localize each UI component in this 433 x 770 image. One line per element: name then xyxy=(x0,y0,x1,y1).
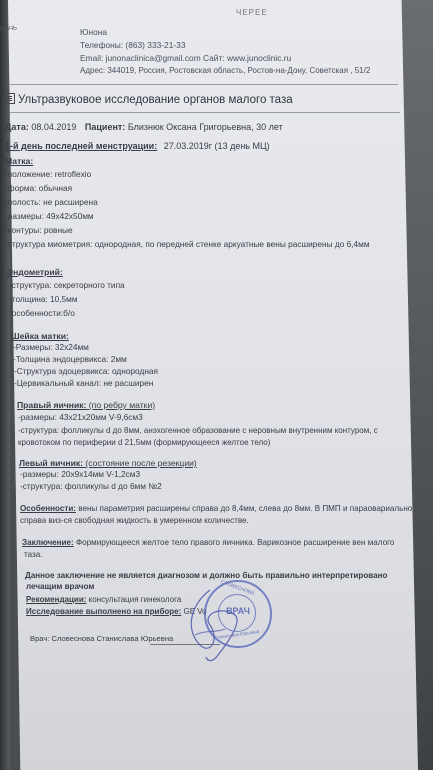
features-label: Особенности: xyxy=(20,504,76,513)
title-divider xyxy=(10,112,400,113)
conclusion-text-continued: таза. xyxy=(24,550,43,559)
device-value: GE Vo xyxy=(181,607,207,616)
report-title-row xyxy=(6,93,293,108)
right-ovary-label: Правый яичник: xyxy=(17,400,87,410)
uterus-line: -структура миометрия: однородная, по передней стенке аркуатные вены расширены до 6,4мм xyxy=(5,239,370,249)
clinic-address: Адрес: 344019, Россия, Ростовская область, Ростов-на-Дону, Советская , 51/2 xyxy=(80,66,371,75)
endometrium-line: -структура: секреторного типа xyxy=(9,280,125,290)
doctor-row xyxy=(30,634,173,643)
features-text-continued: справа виз-ся свободная жидкость в умеренном количестве. xyxy=(20,516,249,525)
cervix-line: -Цервикальный канал: не расширен xyxy=(14,378,154,388)
cervix-label: Шейка матки: xyxy=(11,331,69,341)
right-ovary-line: -размеры: 43х21х20мм V-9,6см3 xyxy=(18,412,143,422)
disclaimer-line: лечащим врачом xyxy=(26,582,95,591)
left-ovary-line: -структура: фолликулы d до 6мм №2 xyxy=(20,481,162,491)
header-divider xyxy=(10,84,398,85)
recommendations-label: Рекомендации: xyxy=(26,595,87,604)
uterus-line: -полость: не расширена xyxy=(5,197,98,207)
document-icon xyxy=(6,93,15,104)
clinic-name: Юнона xyxy=(80,27,108,37)
endometrium-line: -особенности:б/о xyxy=(9,308,75,318)
right-ovary-line: -структура: фолликулы d до 8мм, анэхогенное образование с неровным внутренним контуром, с xyxy=(18,426,378,435)
doctor-stamp xyxy=(204,580,272,648)
recommendations-value: консультация гинеколога xyxy=(86,595,182,604)
report-title: Ультразвуковое исследование органов малого таза xyxy=(18,94,293,106)
right-ovary-line: кровотоком по периферии d 21,5мм (формирующееся желтое тело) xyxy=(18,438,271,447)
uterus-label: Матка: xyxy=(5,156,34,166)
clinic-phones: Телефоны: (863) 333-21-33 xyxy=(80,40,186,50)
left-edge-text: ШАЧЬ xyxy=(0,25,18,33)
endometrium-label: Эндометрий: xyxy=(7,267,63,277)
recommendations-row xyxy=(26,595,181,605)
conclusion-row xyxy=(22,538,394,548)
uterus-line: -контуры: ровные xyxy=(5,225,73,235)
uterus-line: -форма: обычная xyxy=(5,183,73,193)
patient-value: Близнюк Оксана Григорьевна, 30 лет xyxy=(127,122,283,132)
doctor-label: Врач: xyxy=(30,634,50,643)
stamp-ring-text-bottom: Станислава Юрьевна xyxy=(213,628,260,641)
left-ovary-note: (состояние после резекции) xyxy=(83,458,197,468)
date-label: Дата: xyxy=(5,122,29,132)
cervix-line: -Толщина эндоцервикса: 2мм xyxy=(13,354,127,364)
left-ovary-heading xyxy=(19,458,197,468)
endometrium-line: -толщина: 10,5мм xyxy=(9,294,78,304)
doctor-name: Словеснова Станислава Юрьевна xyxy=(51,634,174,643)
date-patient-row xyxy=(5,122,283,133)
cervix-line: -Размеры: 32х24мм xyxy=(13,342,89,352)
lmp-label: 1-й день последней менструации: xyxy=(5,141,158,151)
conclusion-text: Формирующееся желтое тело правого яичника. Варикозное расширение вен малого xyxy=(73,538,395,547)
clinic-email-site: Email: junonaclinica@gmail.com Сайт: www.junoclinic.ru xyxy=(80,53,292,63)
conclusion-label: Заключение: xyxy=(22,538,74,547)
patient-label: Пациент: xyxy=(84,122,126,132)
device-label: Исследование выполнено на приборе: xyxy=(26,607,182,616)
features-row xyxy=(20,504,412,514)
disclaimer-line: Данное заключение не является диагнозом и должно быть правильно интерпретировано xyxy=(25,571,388,580)
lmp-value: 27.03.2019г (13 день МЦ) xyxy=(163,141,270,151)
top-edge-text: ЧЕРЕЕ xyxy=(236,8,268,17)
right-ovary-heading xyxy=(17,400,155,410)
lmp-row xyxy=(5,141,270,152)
stamp-ring-text: СЛОВЕСНОВА xyxy=(220,579,255,597)
right-ovary-note: (по ребру матки) xyxy=(86,400,156,410)
features-text: вены параметрия расширены справа до 8,4мм, слева до 8мм. В ПМП и параовариально xyxy=(76,504,413,513)
left-ovary-line: -размеры: 20х9х14мм V-1,2см3 xyxy=(20,469,141,479)
uterus-line: -размеры: 49х42х50мм xyxy=(5,211,94,221)
cervix-line: -Структура эдоцервикса: однородная xyxy=(14,366,159,376)
left-ovary-label: Левый яичник: xyxy=(19,458,84,468)
date-value: 08.04.2019 xyxy=(31,122,77,132)
stamp-center-text: ВРАЧ xyxy=(226,606,250,616)
uterus-line: -положение: retroflexio xyxy=(5,169,92,179)
